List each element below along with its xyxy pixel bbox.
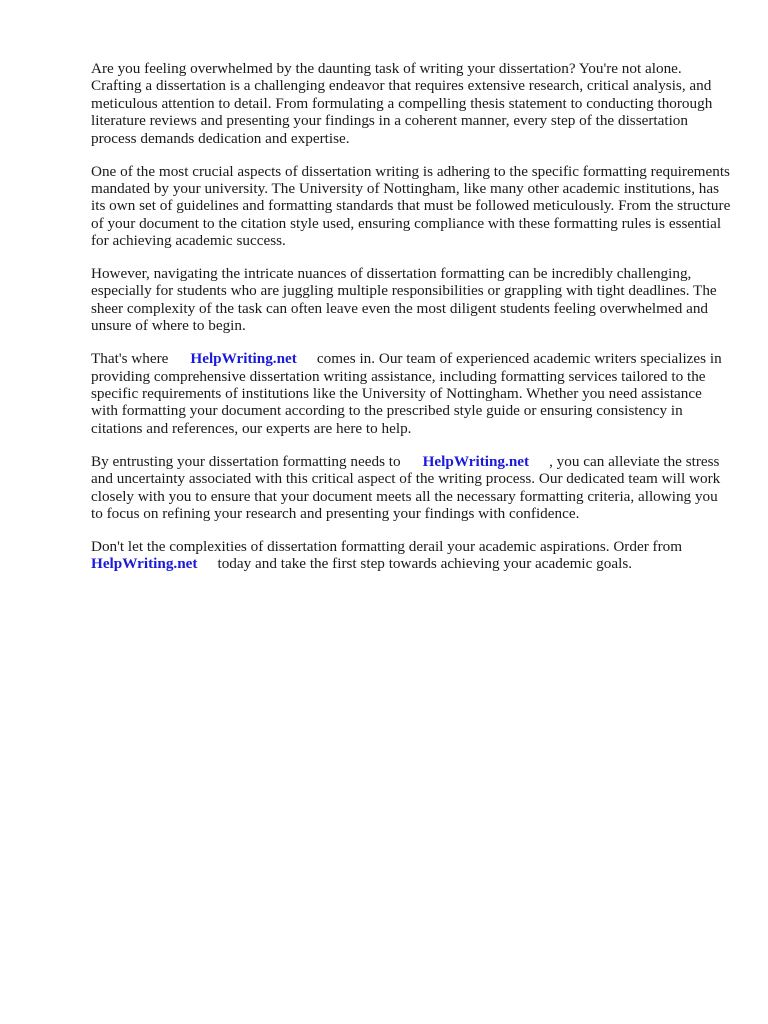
paragraph-text: today and take the first step towards achieving your academic goals. — [217, 555, 633, 573]
helpwriting-link[interactable]: HelpWriting.net — [422, 452, 530, 470]
paragraph-text: comes in. Our team of experienced academic writers specializes in providing comprehensive dissertation writing assistance, including formatting services tailored to the specific requirements of institutions like the University of Nottingham. Whether you need assistance with formatting your document according to the prescribed style guide or ensuring consistency in citations and references, our experts are here to help. — [91, 350, 722, 437]
paragraph-entrusting — [91, 453, 731, 523]
paragraph-intro: Are you feeling overwhelmed by the daunting task of writing your dissertation? You're not alone. Crafting a dissertation is a challenging endeavor that requires extensive research, critical analysis, and meticulous attention to detail. From formulating a compelling thesis statement to conducting thorough literature reviews and presenting your findings in a coherent manner, every step of the dissertation process demands dedication and expertise. — [91, 60, 713, 147]
paragraph-text: Don't let the complexities of dissertation formatting derail your academic aspirations. Order from — [91, 537, 683, 555]
helpwriting-link[interactable]: HelpWriting.net — [91, 555, 198, 573]
paragraph-service-intro — [91, 350, 731, 437]
helpwriting-link[interactable]: HelpWriting.net — [190, 350, 297, 368]
paragraph-text: , you can alleviate the stress and uncertainty associated with this critical aspect of the writing process. Our dedicated team will work closely with you to ensure that your document meets all the necessary formatting criteria, allowing you to focus on refining your research and presenting your findings with confidence. — [91, 452, 721, 522]
paragraph-challenges: However, navigating the intricate nuances of dissertation formatting can be incredibly challenging, especially for students who are juggling multiple responsibilities or grappling with tight deadlines. The sheer complexity of the task can often leave even the most diligent students feeling overwhelmed and unsure of where to begin. — [91, 265, 717, 335]
paragraph-text: By entrusting your dissertation formatting needs to — [91, 452, 401, 470]
paragraph-call-to-action — [91, 538, 731, 573]
paragraph-formatting-requirements: One of the most crucial aspects of dissertation writing is adhering to the specific formatting requirements mandated by your university. The University of Nottingham, like many other academic institutions, has its own set of guidelines and formatting standards that must be followed meticulously. From the structure of your document to the citation style used, ensuring compliance with these formatting rules is essential for achieving academic success. — [91, 162, 731, 250]
document-body — [91, 60, 731, 588]
paragraph-text: That's where — [91, 350, 169, 368]
